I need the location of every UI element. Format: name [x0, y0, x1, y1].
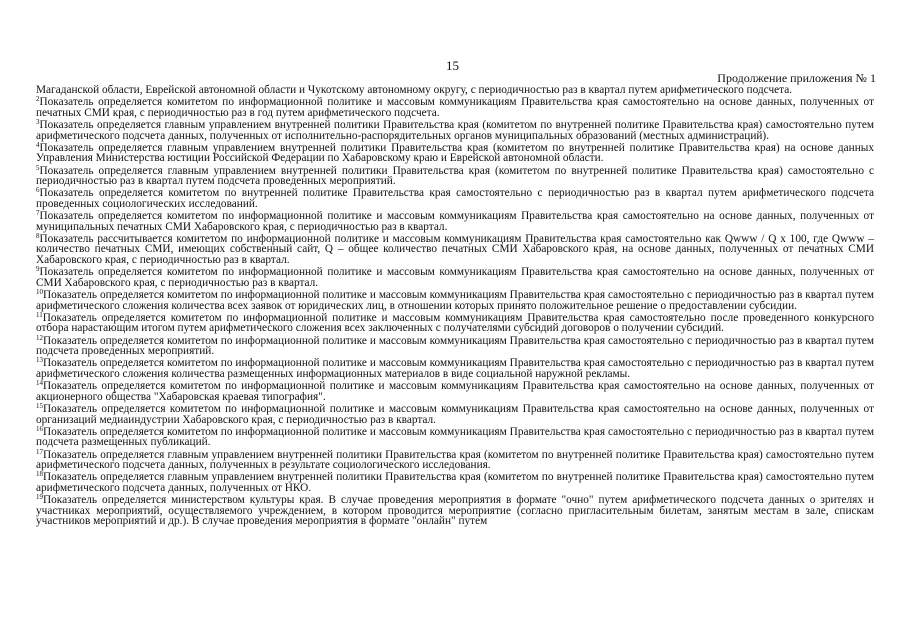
footnote-paragraph [36, 472, 874, 493]
footnote-paragraph [36, 231, 874, 267]
footnote-number: 12 [36, 333, 43, 342]
footnote-number: 6 [36, 186, 40, 195]
footnote-paragraph [36, 211, 874, 232]
footnote-paragraph [36, 358, 874, 379]
footnote-text: Показатель определяется комитетом по внутренней политике Правительства края самостоятельно с периодичностью раз в квартал путем арифметического подсчета проведенных социологических исследований. [36, 187, 874, 210]
footnote-text: Показатель определяется главным управлением внутренней политики Правительства края (комитетом по внутренней политике Правительства края) самостоятельно путем арифметического подсчета данных, полученных от исполнительно-распорядительных органов муниципальных образований (местных администраций). [36, 118, 874, 142]
footnote-number: 5 [36, 163, 40, 172]
footnote-paragraph [36, 163, 874, 188]
footnote-text: Показатель определяется комитетом по информационной политике и массовым коммуникациям Правительства края самостоятельно после проведенного конкурсного отбора нарастающим итогом путем арифметического сложения всех заключенных с получателями субсидий договоров о получении субсидий. [36, 311, 874, 335]
footnote-paragraph [36, 117, 874, 142]
footnote-text: Показатель определяется главным управлением внутренней политики Правительства края (комитетом по внутренней политике Правительства края) самостоятельно путем арифметического подсчета данных, полученных в результате социологического исследования. [36, 448, 874, 472]
footnote-number: 19 [36, 493, 43, 502]
appendix-continuation-label: Продолжение приложения № 1 [717, 71, 876, 85]
footnote-text: Показатель определяется комитетом по информационной политике и массовым коммуникациям Правительства края самостоятельно на основе данных, полученных от акционерного общества "Хабаровская краевая типография". [36, 380, 874, 403]
footnote-paragraph [36, 188, 874, 209]
footnote-number: 15 [36, 401, 43, 410]
footnote-text: Показатель определяется комитетом по информационной политике и массовым коммуникациям Правительства края самостоятельно на основе данных, полученных от муниципальных печатных СМИ Хабаровского края, с периодичностью раз в квартал. [36, 210, 874, 233]
footnote-number: 14 [36, 379, 43, 388]
footnotes-body [36, 85, 874, 528]
footnote-paragraph [36, 401, 874, 426]
footnote-text: Показатель определяется комитетом по информационной политике и массовым коммуникациям Правительства края самостоятельно на основе данных, полученных от организаций медиаиндустрии Хабаровского края, с периодичностью раз в квартал. [36, 402, 874, 426]
footnote-paragraph [36, 267, 874, 288]
footnote-paragraph [36, 290, 874, 311]
footnote-number: 13 [36, 356, 43, 365]
footnote-paragraph [36, 424, 874, 449]
footnote-number: 2 [36, 95, 40, 104]
footnote-number: 16 [36, 424, 43, 433]
lead-paragraph: Магаданской области, Еврейской автономной области и Чукотскому автономному округу, с периодичностью раз в квартал путем арифметического подсчета. [36, 84, 793, 96]
footnote-text: Показатель определяется комитетом по информационной политике и массовым коммуникациям Правительства края самостоятельно с периодичностью раз в квартал путем арифметического сложения количества всех заявок от юридических лиц, в отношении которых принято положительное решение о предоставлении субсидии. [36, 289, 874, 312]
footnote-number: 7 [36, 209, 40, 218]
footnote-text: Показатель определяется главным управлением внутренней политики Правительства края (комитетом по внутренней политике Правительства края) на основе данных Управления Министерства юстиции Российской Федерации по Хабаровскому краю и Еврейской автономной области. [36, 141, 874, 165]
footnote-paragraph [36, 140, 874, 165]
footnote-number: 3 [36, 117, 40, 126]
footnote-number: 4 [36, 140, 40, 149]
footnote-text: Показатель рассчитывается комитетом по информационной политике и массовым коммуникациям Правительства края самостоятельно как Qwww / Q x 100, где Qwww – количество печатных СМИ, имеющих собственный сайт, Q – общее количество печатных СМИ Хабаровского края, на основе данных, полученных от печатных СМИ Хабаровского края, с периодичностью раз в квартал. [36, 232, 874, 267]
footnote-number: 8 [36, 231, 40, 240]
footnote-text: Показатель определяется комитетом по информационной политике и массовым коммуникациям Правительства края самостоятельно на основе данных, полученных от печатных СМИ края, с периодичностью раз в год путем арифметического подсчета. [36, 96, 874, 119]
footnote-text: Показатель определяется главным управлением внутренней политики Правительства края (комитетом по внутренней политике Правительства края) самостоятельно с периодичностью раз в квартал путем подсчета проведенных мероприятий. [36, 164, 874, 188]
footnote-text: Показатель определяется комитетом по информационной политике и массовым коммуникациям Правительства края самостоятельно с периодичностью раз в квартал путем арифметического сложения количества размещенных информационных материалов в виде социальной наружной рекламы. [36, 357, 874, 380]
footnote-number: 17 [36, 447, 43, 456]
footnote-paragraph [36, 447, 874, 472]
footnote-number: 9 [36, 265, 40, 274]
footnote-number: 10 [36, 288, 43, 297]
page-number: 15 [446, 58, 459, 73]
footnote-text: Показатель определяется комитетом по информационной политике и массовым коммуникациям Правительства края самостоятельно с периодичностью раз в квартал путем подсчета размещенных публикаций. [36, 425, 874, 449]
footnote-paragraph [36, 495, 874, 527]
footnote-paragraph [36, 333, 874, 358]
footnote-number: 11 [36, 310, 43, 319]
footnote-paragraph [36, 310, 874, 335]
footnote-text: Показатель определяется комитетом по информационной политике и массовым коммуникациям Правительства края самостоятельно на основе данных, полученных от СМИ Хабаровского края, с периодичностью раз в квартал. [36, 266, 874, 289]
footnote-paragraph [36, 381, 874, 402]
footnote-text: Показатель определяется главным управлением внутренней политики Правительства края (комитетом по внутренней политике Правительства края) самостоятельно путем арифметического подсчета данных, полученных от НКО. [36, 471, 874, 494]
footnote-text: Показатель определяется министерством культуры края. В случае проведения мероприятия в формате "очно" путем арифметического подсчета данных о зрителях и участниках мероприятий, осуществляемого учреждением, в котором проводится мероприятие (согласно пригласительным билетам, занятым местам в зале, спискам участников мероприятий и др.). В случае проведения мероприятия в формате "онлайн" путем [36, 494, 874, 528]
footnote-number: 18 [36, 470, 43, 479]
footnote-text: Показатель определяется комитетом по информационной политике и массовым коммуникациям Правительства края самостоятельно с периодичностью раз в квартал путем подсчета проведенных мероприятий. [36, 334, 874, 358]
footnote-list [36, 97, 874, 527]
footnote-paragraph [36, 97, 874, 118]
